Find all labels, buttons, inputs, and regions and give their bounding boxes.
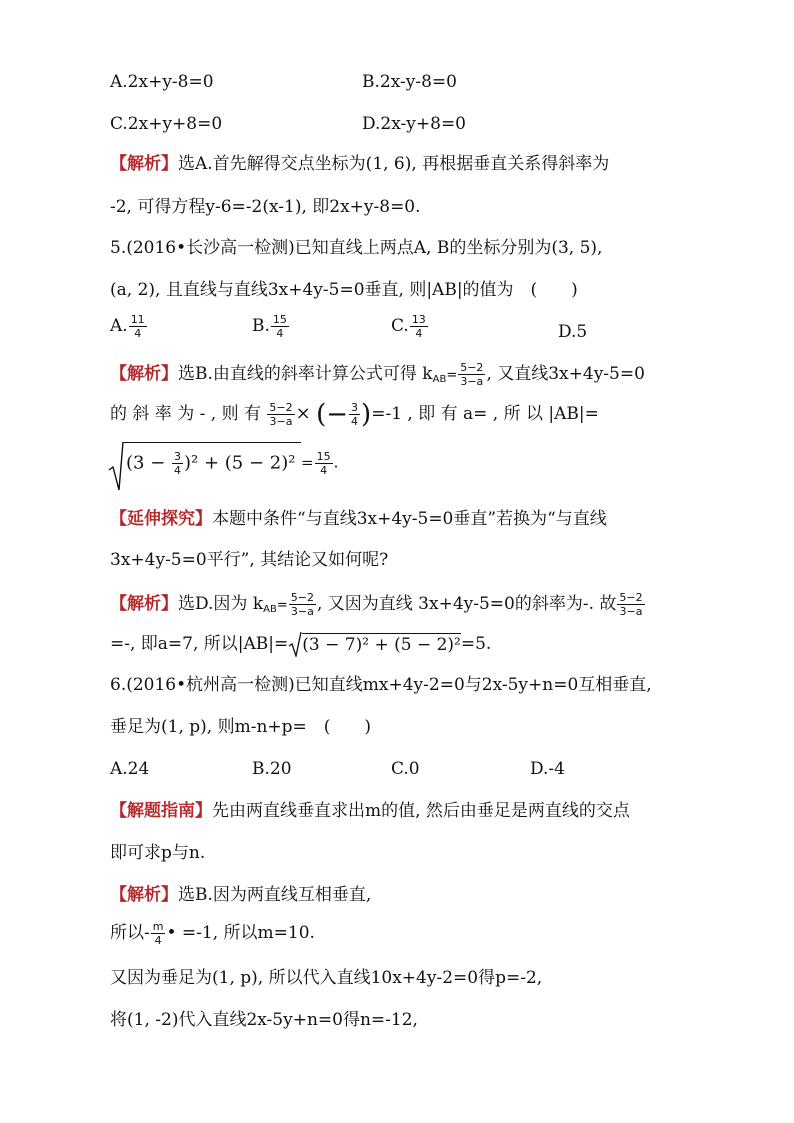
frac-den: 4: [174, 464, 181, 477]
analysis-tag: 【解析】: [110, 885, 178, 905]
q6-option-a: A.24: [110, 759, 150, 779]
close-paren: ): [361, 399, 372, 430]
q4-analysis-text1: 选A.首先解得交点坐标为(1, 6), 再根据垂直关系得斜率为: [178, 154, 610, 174]
ext-analysis-line1: [110, 591, 646, 621]
radical-sign: [288, 631, 302, 657]
ext-analysis-line2: [110, 633, 491, 656]
q6-analysis-line2b: • =-1, 所以m=10.: [166, 923, 315, 943]
frac-den: 4: [320, 464, 328, 477]
q5-option-b-prefix: B.: [252, 316, 270, 336]
result-fraction: [315, 450, 333, 477]
q5-option-a-prefix: A.: [110, 316, 128, 336]
q6-option-b: B.20: [252, 759, 292, 779]
slope-fraction-2: [617, 591, 644, 618]
frac-num: 11: [130, 313, 145, 326]
extension-line2: 3x+4y-5=0平行”, 其结论又如何呢?: [110, 550, 389, 570]
q4-analysis-line2: -2, 可得方程y-6=-2(x-1), 即2x+y-8=0.: [110, 197, 421, 217]
q4-analysis-line1: [110, 153, 609, 175]
frac-den: 4: [134, 327, 142, 340]
frac-num: 15: [272, 313, 287, 326]
equals: =: [446, 368, 458, 383]
times-sign: ×: [295, 403, 311, 424]
q6-option-c: C.0: [391, 759, 420, 779]
m-over-4-fraction: [151, 920, 166, 947]
three-quarters-fraction: [349, 401, 360, 428]
extension-text1: 本题中条件“与直线3x+4y-5=0垂直”若换为“与直线: [212, 509, 607, 529]
q4-option-d: D.2x-y+8=0: [362, 114, 467, 134]
q5-stem-line1: 5.(2016•长沙高一检测)已知直线上两点A, B的坐标分别为(3, 5),: [110, 238, 603, 258]
q5-option-b: [252, 313, 290, 340]
open-paren: (−: [316, 399, 349, 430]
slope-fraction: [458, 361, 485, 388]
q6-analysis-line1: [110, 884, 371, 906]
subscript-ab: AB: [432, 374, 447, 385]
q5-analysis-line2a: 的 斜 率 为 - , 则 有: [110, 404, 261, 424]
frac-num: 5−2: [290, 591, 314, 604]
frac-den: 4: [154, 934, 162, 947]
q5-option-a-fraction: [129, 313, 147, 340]
q5-option-a: [110, 313, 148, 340]
slope-fraction: [267, 401, 294, 428]
frac-num: 13: [411, 313, 426, 326]
frac-num: 5−2: [269, 401, 293, 414]
guide-line2: 即可求p与n.: [110, 843, 206, 863]
frac-den: 3−a: [460, 375, 484, 388]
period: .: [333, 453, 339, 472]
frac-num: 15: [316, 450, 331, 463]
frac-num: 5−2: [460, 361, 484, 374]
analysis-tag: 【解析】: [110, 594, 178, 614]
analysis-tag: 【解析】: [110, 364, 178, 384]
q5-analysis-line2: [110, 401, 599, 428]
radicand-part1: (3 −: [126, 452, 171, 474]
guide-text1: 先由两直线垂直求出m的值, 然后由垂足是两直线的交点: [212, 801, 630, 821]
q6-option-d: D.-4: [530, 759, 565, 779]
frac-den: 4: [415, 327, 423, 340]
radicand-part2: )² + (5 − 2)²: [184, 452, 296, 474]
q5-option-b-fraction: [271, 313, 289, 340]
frac-den: 4: [351, 415, 359, 428]
q6-analysis-line2a: 所以-: [110, 923, 150, 943]
frac-num: 5−2: [619, 591, 643, 604]
q5-option-c: [391, 313, 429, 340]
analysis-tag: 【解析】: [110, 154, 178, 174]
ext-analysis-text2: , 又因为直线 3x+4y-5=0的斜率为-. 故: [316, 594, 617, 614]
radicand: (3 − 7)² + (5 − 2)²: [302, 634, 461, 655]
q4-option-a: A.2x+y-8=0: [110, 72, 214, 92]
q5-option-c-fraction: [410, 313, 428, 340]
q5-analysis-text1: 选B.由直线的斜率计算公式可得 k: [178, 364, 433, 384]
frac-den: 4: [276, 327, 284, 340]
q4-option-c: C.2x+y+8=0: [110, 114, 223, 134]
q5-stem-line2: (a, 2), 且直线与直线3x+4y-5=0垂直, 则|AB|的值为 ( ): [110, 280, 578, 300]
three-quarters-fraction: [172, 450, 183, 477]
q5-analysis-line1: [110, 361, 645, 391]
q5-option-c-prefix: C.: [391, 316, 409, 336]
sqrt-expression: [108, 440, 368, 492]
sqrt-expression-2: [288, 634, 461, 656]
frac-den: 3−a: [290, 605, 314, 618]
q5-analysis-line2b: =-1 , 即 有 a= , 所 以 |AB|=: [371, 404, 599, 424]
frac-num: 3: [174, 450, 181, 463]
sqrt-result: [301, 450, 338, 477]
q6-analysis-line3: 又因为垂足为(1, p), 所以代入直线10x+4y-2=0得p=-2,: [110, 968, 543, 988]
equals: =: [301, 453, 314, 472]
frac-num: 3: [351, 401, 359, 414]
q6-analysis-text1: 选B.因为两直线互相垂直,: [178, 885, 372, 905]
subscript-ab: AB: [263, 604, 277, 615]
extension-line1: [110, 508, 607, 530]
frac-num: m: [152, 920, 164, 933]
ext-analysis-line2a: =-, 即a=7, 所以|AB|=: [110, 634, 289, 654]
ext-analysis-line2b: =5.: [460, 634, 492, 654]
slope-fraction: [289, 591, 316, 618]
frac-den: 3−a: [269, 415, 293, 428]
radical-bar: [123, 442, 301, 443]
q4-option-b: B.2x-y-8=0: [362, 72, 457, 92]
guide-line1: [110, 800, 630, 822]
q5-option-d: D.5: [558, 322, 588, 342]
radicand: [126, 450, 295, 477]
extension-tag: 【延伸探究】: [110, 509, 212, 529]
equals: =: [276, 598, 288, 613]
q5-analysis-text2: , 又直线3x+4y-5=0: [486, 364, 645, 384]
q6-stem-line1: 6.(2016•杭州高一检测)已知直线mx+4y-2=0与2x-5y+n=0互相垂直,: [110, 675, 652, 695]
q6-stem-line2: 垂足为(1, p), 则m-n+p= ( ): [110, 717, 372, 737]
q6-analysis-line4: 将(1, -2)代入直线2x-5y+n=0得n=-12,: [110, 1010, 418, 1030]
q6-analysis-line2: [110, 920, 315, 947]
ext-analysis-text1: 选D.因为 k: [178, 594, 264, 614]
guide-tag: 【解题指南】: [110, 801, 212, 821]
frac-den: 3−a: [619, 605, 643, 618]
radical-sign: [108, 440, 124, 492]
